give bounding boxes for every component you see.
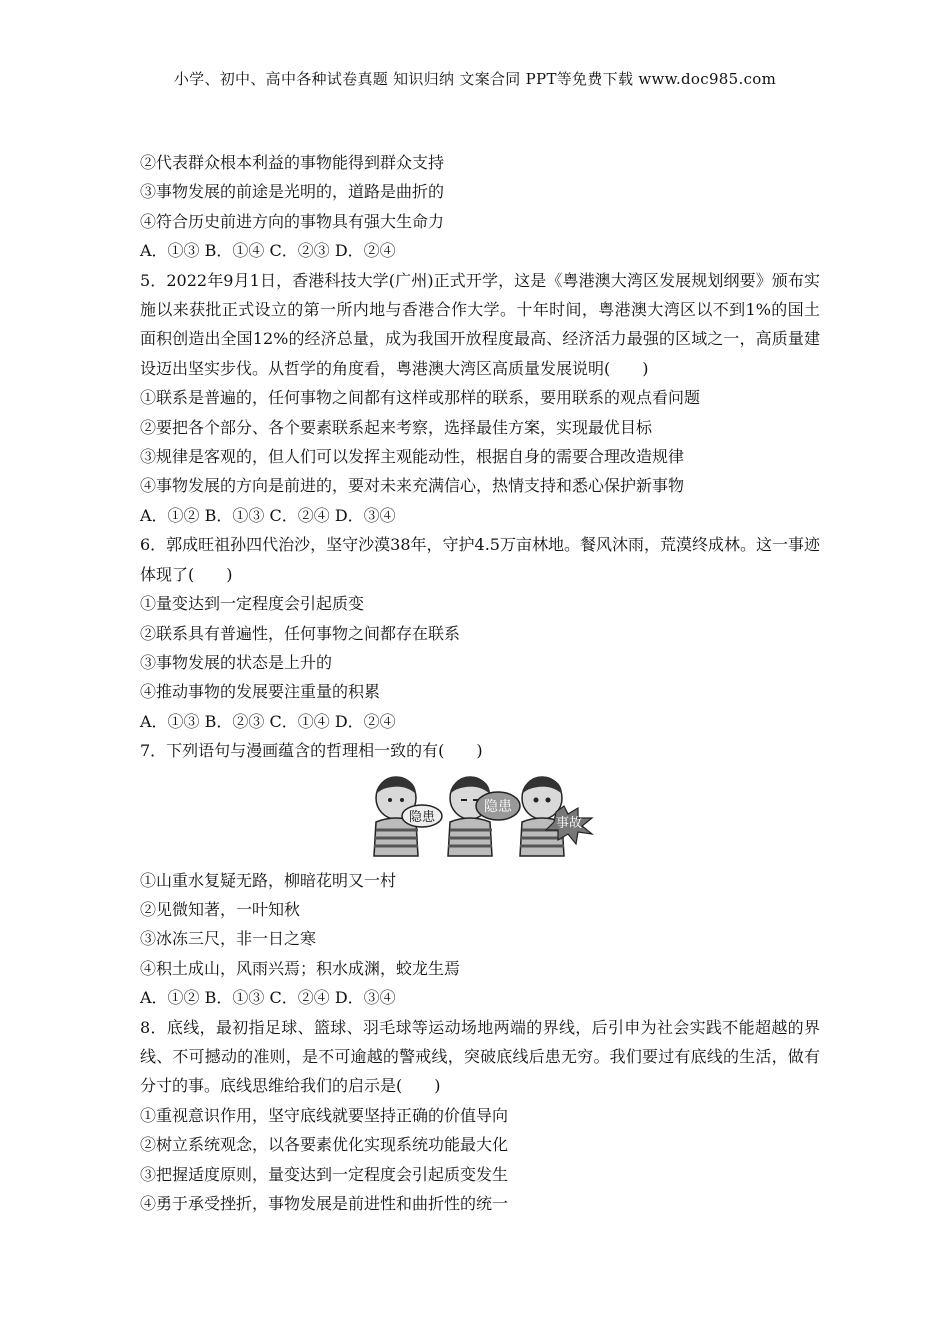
q7-option-2: ②见微知著，一叶知秋 (140, 899, 301, 919)
q8-option-3: ③把握适度原则，量变达到一定程度会引起质变发生 (140, 1164, 509, 1184)
q6-stem: 6．郭成旺祖孙四代治沙，坚守沙漠38年，守护4.5万亩林地。餐风沐雨，荒漠终成林。这一事迹体现了( ) (140, 535, 820, 584)
q5-option-1: ①联系是普遍的，任何事物之间都有这样或那样的联系，要用联系的观点看问题 (140, 388, 701, 408)
q4-option-4: ④符合历史前进方向的事物具有强大生命力 (140, 211, 445, 231)
q5-option-3: ③规律是客观的，但人们可以发挥主观能动性，根据自身的需要合理改造规律 (140, 447, 685, 467)
question-4-tail (140, 148, 820, 266)
q8-option-1: ①重视意识作用，坚守底线就要坚持正确的价值导向 (140, 1105, 509, 1125)
q4-option-3: ③事物发展的前途是光明的，道路是曲折的 (140, 182, 445, 202)
q4-answer-choices: A．①③ B．①④ C．②③ D．②④ (140, 241, 396, 261)
q8-stem: 8．底线，最初指足球、篮球、羽毛球等运动场地两端的界线，后引申为社会实践不能超越的界线、不可撼动的准则，是不可逾越的警戒线，突破底线后患无穷。我们要过有底线的生活，做有分寸的事。底线思维给我们的启示是( ) (140, 1017, 820, 1096)
q5-option-2: ②要把各个部分、各个要素联系起来考察，选择最佳方案，实现最优目标 (140, 417, 653, 437)
question-8 (140, 1013, 820, 1219)
q5-stem: 5．2022年9月1日，香港科技大学(广州)正式开学，这是《粤港澳大湾区发展规划纲要》颁布实施以来获批正式设立的第一所内地与香港合作大学。十年时间，粤港澳大湾区以不到1%的国土面积创造出全国12%的经济总量，成为我国开放程度最高、经济活力最强的区域之一，高质量建设迈出坚实步伐。从哲学的角度看，粤港澳大湾区高质量发展说明( ) (140, 270, 820, 378)
q7-option-4: ④积土成山，风雨兴焉；积水成渊，蛟龙生焉 (140, 958, 461, 978)
q6-option-3: ③事物发展的状态是上升的 (140, 652, 333, 672)
q8-option-4: ④勇于承受挫折，事物发展是前进性和曲折性的统一 (140, 1194, 509, 1213)
comic-illustration (140, 770, 820, 860)
comic-bubble-1: 隐患 (408, 809, 436, 825)
q6-answer-choices: A．①③ B．②③ C．①④ D．②④ (140, 711, 396, 731)
q7-option-1: ①山重水复疑无路，柳暗花明又一村 (140, 870, 397, 890)
comic-bubble-3: 事故 (555, 815, 583, 831)
q5-answer-choices: A．①② B．①③ C．②④ D．③④ (140, 505, 396, 525)
q7-stem: 7．下列语句与漫画蕴含的哲理相一致的有( ) (140, 741, 483, 761)
q7-option-3: ③冰冻三尺，非一日之寒 (140, 929, 317, 949)
comic-svg (360, 770, 600, 858)
q8-option-2: ②树立系统观念，以各要素优化实现系统功能最大化 (140, 1135, 509, 1155)
page-content (140, 148, 820, 1218)
q7-answer-choices: A．①② B．①③ C．②④ D．③④ (140, 988, 396, 1008)
question-6 (140, 530, 820, 736)
q6-option-1: ①量变达到一定程度会引起质变 (140, 594, 365, 614)
q6-option-4: ④推动事物的发展要注重量的积累 (140, 682, 381, 702)
question-7 (140, 736, 820, 1012)
comic-boy-2 (448, 776, 520, 855)
page-header: 小学、初中、高中各种试卷真题 知识归纳 文案合同 PPT等免费下载 www.doc985.com (173, 70, 777, 88)
q4-option-2: ②代表群众根本利益的事物能得到群众支持 (140, 153, 445, 172)
comic-bubble-2: 隐患 (484, 798, 512, 815)
q6-option-2: ②联系具有普遍性，任何事物之间都存在联系 (140, 623, 461, 643)
question-5 (140, 266, 820, 531)
q5-option-4: ④事物发展的方向是前进的，要对未来充满信心，热情支持和悉心保护新事物 (140, 476, 685, 496)
